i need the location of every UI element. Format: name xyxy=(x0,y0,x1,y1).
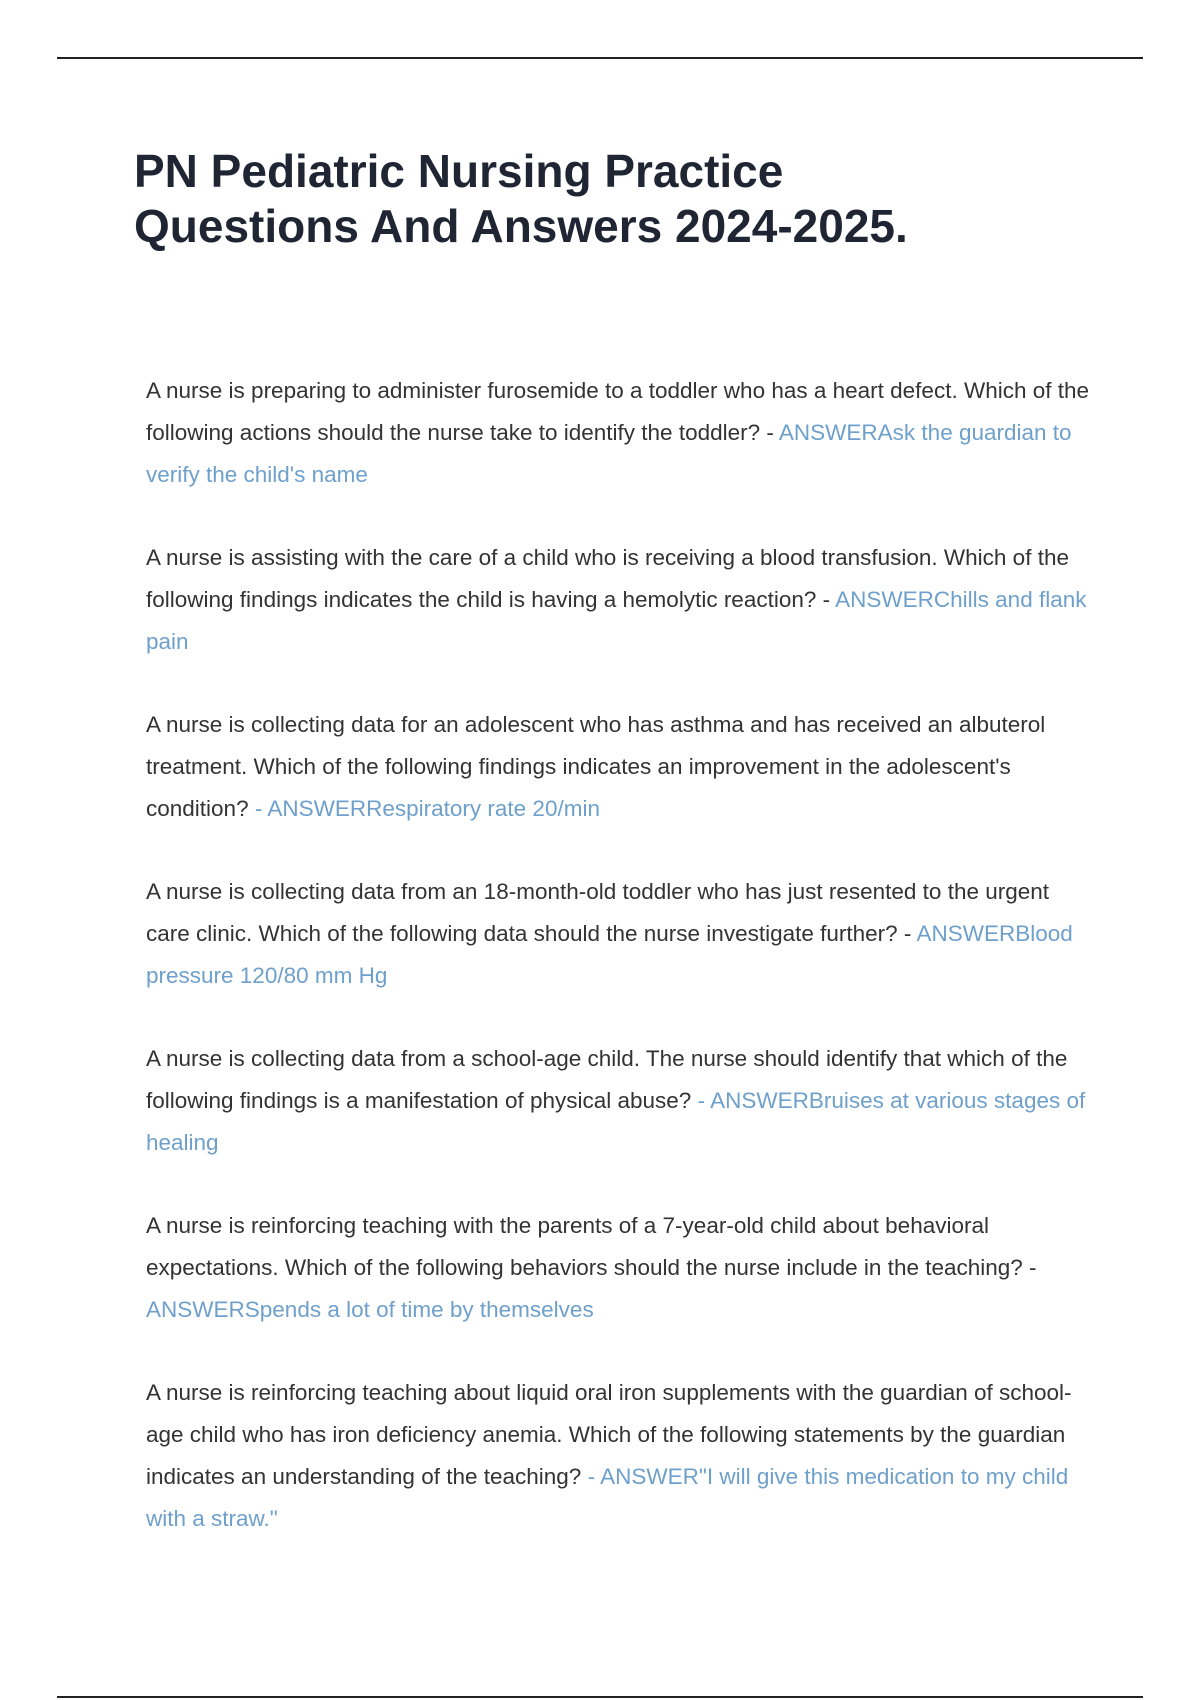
title-line-1: PN Pediatric Nursing Practice xyxy=(134,145,784,197)
answer-text: Blood pressure 120/80 mm Hg xyxy=(146,921,1073,988)
answer-prefix: ANSWER xyxy=(146,1297,245,1322)
qa-item xyxy=(146,537,1094,663)
question-text: A nurse is collecting data from an 18-month-old toddler who has just resented to the urgent care clinic. Which of the following data should the nurse investigate further? xyxy=(146,879,1050,946)
qa-item xyxy=(146,1205,1094,1331)
qa-item xyxy=(146,370,1094,496)
qa-item xyxy=(146,704,1094,830)
qa-item xyxy=(146,1038,1094,1164)
question-text: A nurse is assisting with the care of a child who is receiving a blood transfusion. Which of the following findings indicates the child is having a hemolytic reaction? xyxy=(146,545,1069,612)
answer-prefix: ANSWER xyxy=(835,587,934,612)
answer-text: "I will give this medication to my child with a straw." xyxy=(146,1464,1069,1531)
answer-prefix: ANSWER xyxy=(778,420,878,445)
answer-text: Bruises at various stages of healing xyxy=(146,1088,1086,1155)
answer-text: Chills and flank pain xyxy=(146,587,1087,654)
answer-prefix: ANSWER xyxy=(600,1464,699,1489)
title-line-2: Questions And Answers 2024-2025. xyxy=(134,200,908,252)
question-text: A nurse is collecting data for an adolescent who has asthma and has received an albuterol treatment. Which of the following findings indicates an improvement in the adolescent's condition? xyxy=(146,712,1046,821)
question-text: A nurse is reinforcing teaching with the parents of a 7-year-old child about behavioral expectations. Which of the following behaviors should the nurse include in the teaching? xyxy=(146,1213,1023,1280)
answer-text: Spends a lot of time by themselves xyxy=(244,1297,594,1322)
qa-item xyxy=(146,871,1094,997)
answer-text: Ask the guardian to verify the child's name xyxy=(146,420,1072,487)
separator: - xyxy=(581,1464,601,1489)
top-divider xyxy=(57,57,1143,59)
question-text: A nurse is reinforcing teaching about liquid oral iron supplements with the guardian of school-age child who has iron deficiency anemia. Which of the following statements by the guardian indicates an understanding of the teaching? xyxy=(146,1380,1072,1489)
question-text: A nurse is collecting data from a school-age child. The nurse should identify that which of the following findings is a manifestation of physical abuse? xyxy=(146,1046,1068,1113)
separator: - xyxy=(1022,1255,1037,1280)
separator: - xyxy=(897,921,917,946)
qa-item xyxy=(146,1372,1094,1540)
answer-prefix: ANSWER xyxy=(916,921,1016,946)
question-answer-list xyxy=(146,370,1094,1581)
answer-text: Respiratory rate 20/min xyxy=(366,796,600,821)
separator: - xyxy=(760,420,779,445)
answer-prefix: ANSWER xyxy=(267,796,367,821)
separator: - xyxy=(691,1088,711,1113)
answer-prefix: ANSWER xyxy=(710,1088,809,1113)
bottom-divider xyxy=(57,1696,1143,1698)
page-title xyxy=(134,144,1094,254)
separator: - xyxy=(816,587,836,612)
question-text: A nurse is preparing to administer furosemide to a toddler who has a heart defect. Which of the following actions should the nurse take to identify the toddler? xyxy=(146,378,1090,445)
separator: - xyxy=(248,796,268,821)
